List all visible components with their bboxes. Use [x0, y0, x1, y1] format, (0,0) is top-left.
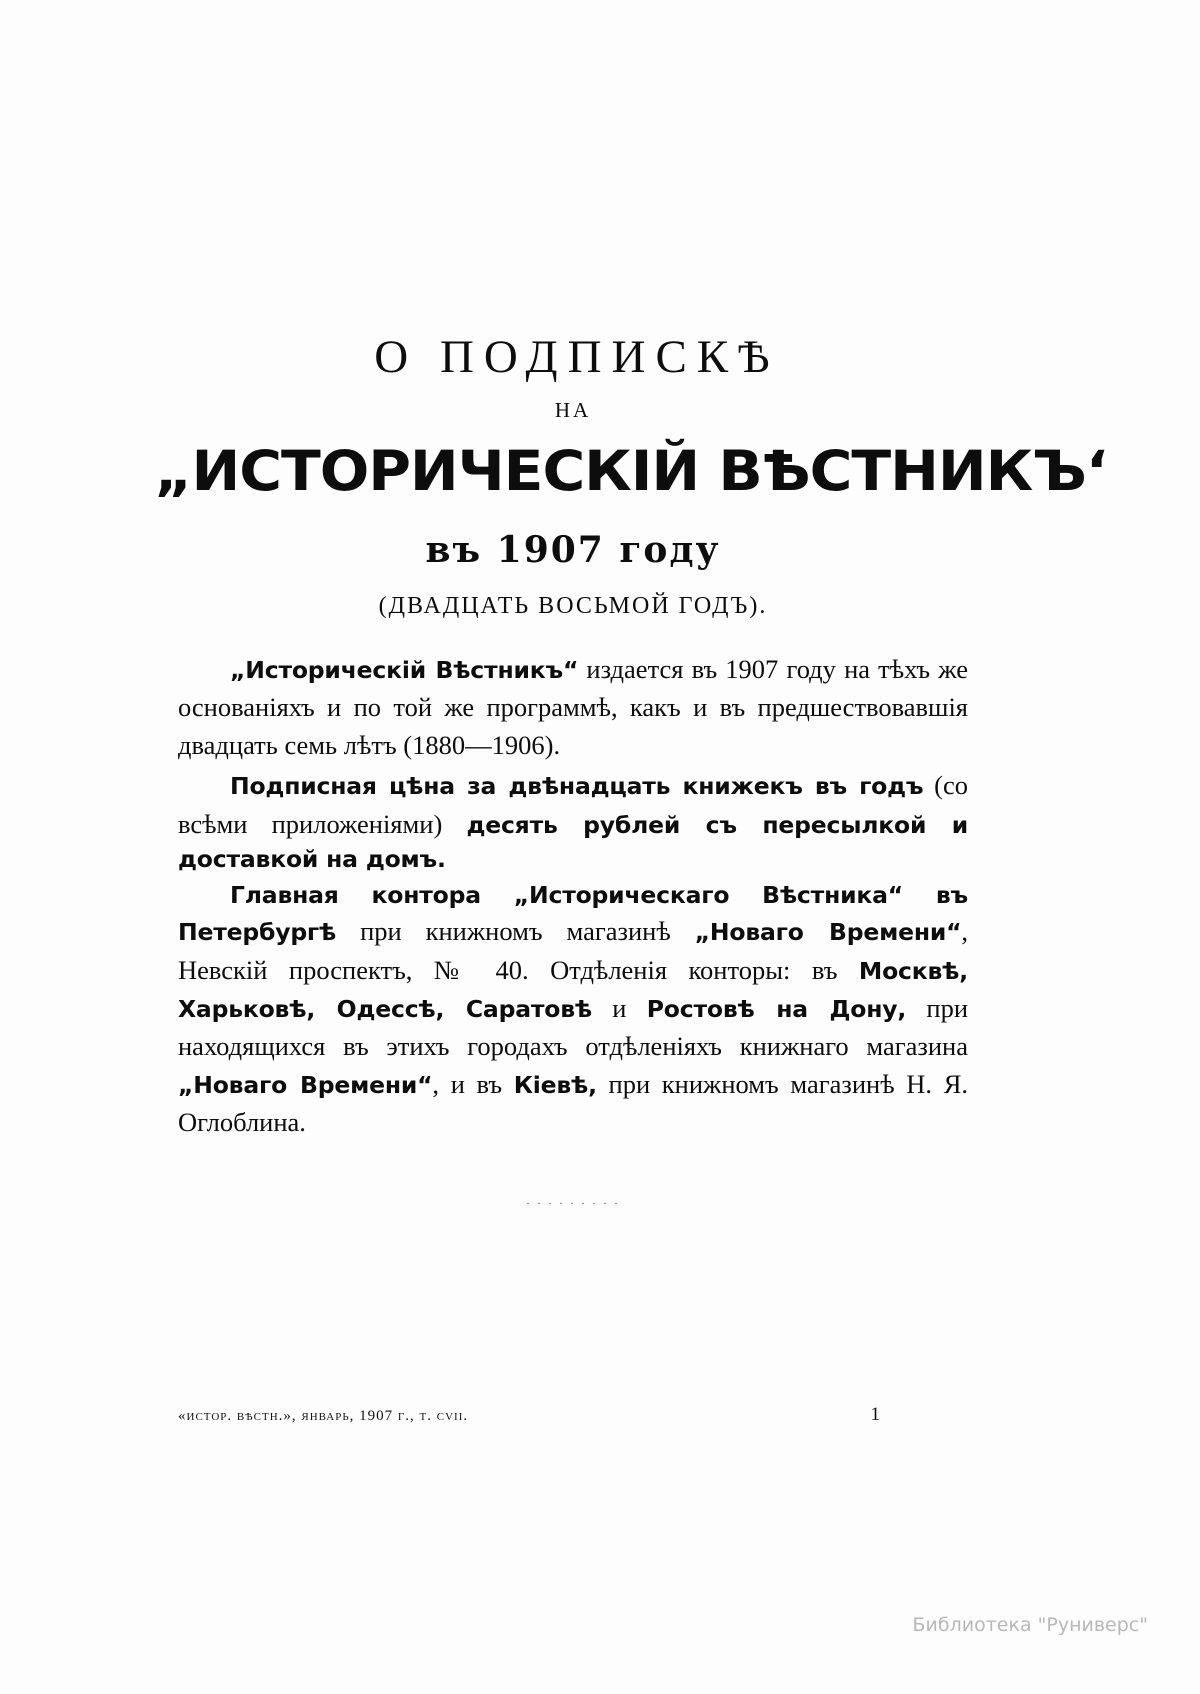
- price-mid: (со всѣми приложеніями): [178, 770, 968, 839]
- page-footer: [178, 1404, 968, 1426]
- office-text-4: при находящихся въ этихъ городахъ отдѣленіяхъ книжнаго магазина: [178, 992, 968, 1061]
- paragraph-offices: [178, 879, 968, 1142]
- journal-name-inline: „Историческій Вѣстникъ“: [230, 656, 579, 684]
- title-preposition: НА: [554, 398, 592, 422]
- library-watermark: Библиотека "Руниверс": [912, 1614, 1148, 1636]
- office-lead: Главная контора „Историческаго Вѣстника“ въ Петербургѣ: [178, 880, 968, 947]
- section-divider: · · · · · · · · ·: [526, 1196, 620, 1211]
- page-content: [154, 330, 1107, 1211]
- edition-subtitle: (ДВАДЦАТЬ ВОСЬМОЙ ГОДЪ).: [378, 593, 768, 619]
- footer-issue-info: «истор. вѣстн.», январь, 1907 г., т. cvii.: [178, 1408, 469, 1424]
- paragraph-terms: [178, 650, 968, 764]
- page-title: О ПОДПИСКѢ: [374, 331, 780, 383]
- office-text-1: при книжномъ магазинѣ: [336, 916, 695, 947]
- office-text-5: , и въ: [432, 1069, 514, 1100]
- office-bold-4: „Новаго Времени“: [178, 1071, 433, 1100]
- paragraph-price: [178, 766, 968, 876]
- price-tail: десять рублей съ пересылкой и доставкой на домъ.: [178, 810, 969, 873]
- office-text-3: и: [592, 992, 647, 1023]
- office-bold-1: „Новаго Времени“: [694, 918, 962, 947]
- price-lead: Подписная цѣна за двѣнадцать книжекъ въ годъ: [230, 772, 924, 801]
- office-bold-5: Кіевѣ,: [513, 1071, 597, 1100]
- office-text-2: , Невскій проспектъ, № 40. Отдѣленія конторы: въ: [178, 916, 968, 985]
- office-bold-3: Ростовѣ на Дону,: [646, 994, 907, 1023]
- office-bold-2: Москвѣ, Харьковѣ, Одессѣ, Саратовѣ: [178, 956, 968, 1023]
- publication-year: въ 1907 году: [425, 529, 721, 571]
- paragraph-terms-text: издается въ 1907 году на тѣхъ же основаніяхъ и по той же программѣ, какъ и въ предшествовавшія двадцать семь лѣтъ (1880—1906).: [178, 654, 968, 761]
- page-number: 1: [870, 1404, 880, 1425]
- journal-title: „ИСТОРИЧЕСКІЙ ВѢСТНИКЪ‘: [154, 439, 1107, 503]
- office-text-6: при книжномъ магазинѣ Н. Я. Оглоблина.: [178, 1069, 968, 1138]
